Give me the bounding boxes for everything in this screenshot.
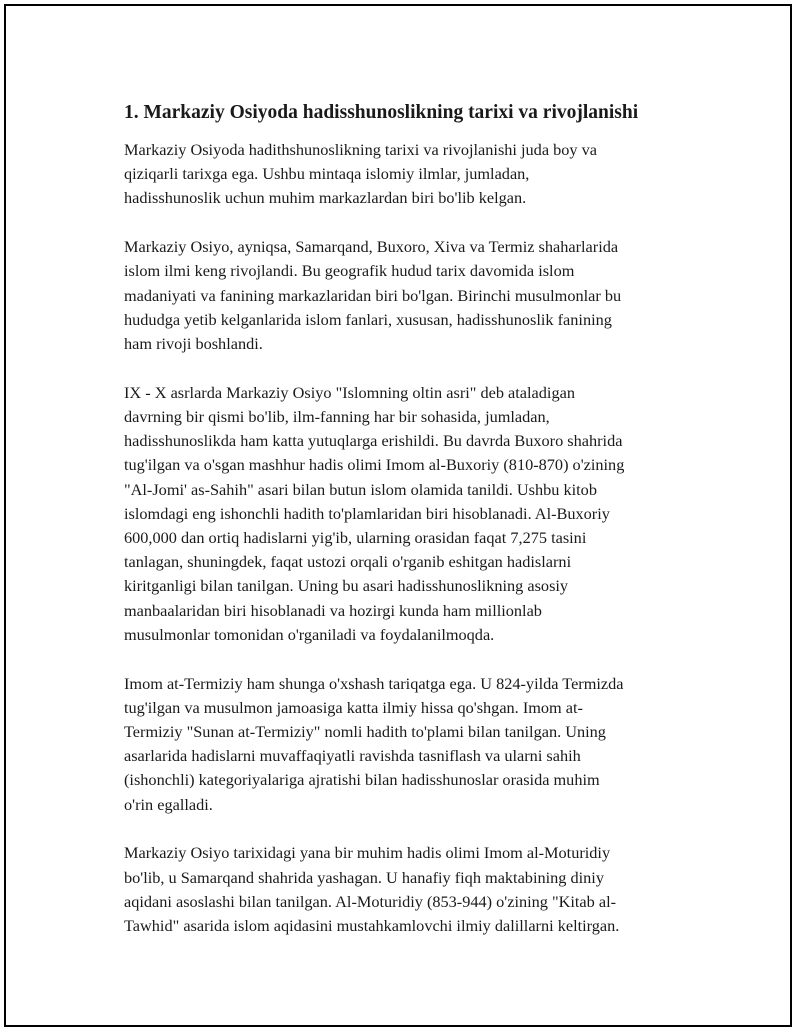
text-line: qiziqarli tarixga ega. Ushbu mintaqa islomiy ilmlar, jumladan, (124, 164, 530, 184)
text-line: bo'lib, u Samarqand shahrida yashagan. U hanafiy fiqh maktabining diniy (124, 867, 604, 887)
document-body (124, 100, 704, 963)
text-line: Markaziy Osiyo, ayniqsa, Samarqand, Buxoro, Xiva va Termiz shaharlarida (124, 237, 619, 257)
text-line: hadisshunoslik uchun muhim markazlardan biri bo'lib kelgan. (124, 188, 527, 208)
text-line: tug'ilgan va musulmon jamoasiga katta ilmiy hissa qo'shgan. Imom at- (124, 697, 583, 717)
paragraph (124, 672, 704, 817)
text-line: Termiziy "Sunan at-Termiziy" nomli hadith to'plami bilan tanilgan. Uning (124, 722, 606, 742)
text-line: Imom at-Termiziy ham shunga o'xshash tariqatga ega. U 824-yilda Termizda (124, 673, 624, 693)
text-line: islomdagi eng ishonchli hadith to'plamlaridan biri hisoblanadi. Al-Buxoriy (124, 503, 610, 523)
section-title: 1. Markaziy Osiyoda hadisshunoslikning tarixi va rivojlanishi (124, 102, 639, 123)
paragraph (124, 138, 704, 211)
text-line: asarlarida hadislarni muvaffaqiyatli ravishda tasniflash va ularni sahih (124, 746, 581, 766)
text-line: tug'ilgan va o'sgan mashhur hadis olimi Imom al-Buxoriy (810-870) o'zining (124, 455, 625, 475)
text-line: hududga yetib kelganlarida islom fanlari, xususan, hadisshunoslik fanining (124, 309, 612, 329)
page-frame (4, 4, 792, 1027)
text-line: Markaziy Osiyo tarixidagi yana bir muhim hadis olimi Imom al-Moturidiy (124, 843, 611, 863)
text-line: aqidani asoslashi bilan tanilgan. Al-Moturidiy (853-944) o'zining "Kitab al- (124, 891, 617, 911)
text-line: IX - X asrlarda Markaziy Osiyo "Islomning oltin asri" deb ataladigan (124, 382, 575, 402)
text-line: 600,000 dan ortiq hadislarni yig'ib, ularning orasidan faqat 7,275 tasini (124, 528, 587, 548)
text-line: Markaziy Osiyoda hadithshunoslikning tarixi va rivojlanishi juda boy va (124, 140, 597, 159)
text-line: madaniyati va fanining markazlaridan biri bo'lgan. Birinchi musulmonlar bu (124, 285, 622, 305)
text-line: manbaalaridan biri hisoblanadi va hozirgi kunda ham millionlab (124, 600, 542, 620)
text-line: Tawhid" asarida islom aqidasini mustahkamlovchi ilmiy dalillarni keltirgan. (124, 916, 620, 936)
paragraph (124, 235, 704, 356)
text-line: o'rin egalladi. (124, 794, 213, 814)
text-line: musulmonlar tomonidan o'rganiladi va foydalanilmoqda. (124, 624, 495, 644)
text-line: hadisshunoslikda ham katta yutuqlarga erishildi. Bu davrda Buxoro shahrida (124, 431, 623, 451)
paragraph (124, 841, 704, 938)
text-line: davrning bir qismi bo'lib, ilm-fanning har bir sohasida, jumladan, (124, 407, 550, 427)
paragraph (124, 381, 704, 647)
text-line: islom ilmi keng rivojlandi. Bu geografik hudud tarix davomida islom (124, 261, 575, 281)
text-line: (ishonchli) kategoriyalariga ajratishi bilan hadisshunoslar orasida muhim (124, 770, 600, 790)
text-line: tanlagan, shuningdek, faqat ustozi orqali o'rganib eshitgan hadislarni (124, 552, 572, 572)
text-line: kiritganligi bilan tanilgan. Uning bu asari hadisshunoslikning asosiy (124, 576, 569, 596)
text-line: "Al-Jomi' as-Sahih" asari bilan butun islom olamida tanildi. Ushbu kitob (124, 479, 597, 499)
text-line: ham rivoji boshlandi. (124, 334, 263, 354)
